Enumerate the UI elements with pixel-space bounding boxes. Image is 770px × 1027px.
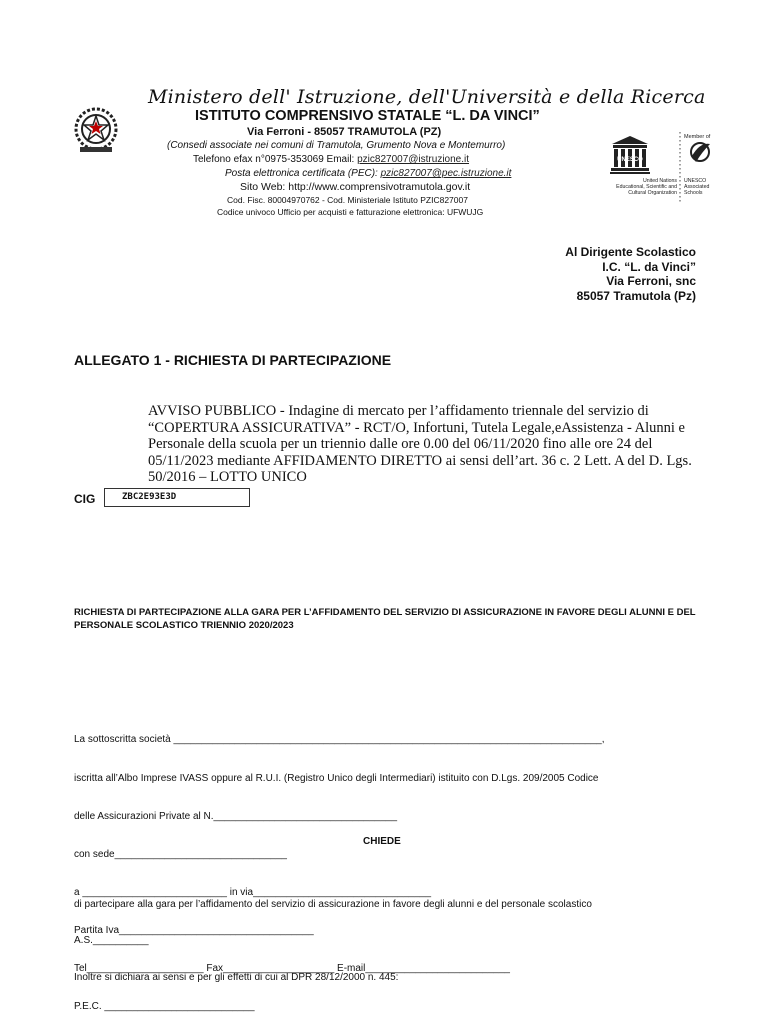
recipient-block <box>565 245 696 303</box>
form-city-street-line[interactable]: a __________________________ in via________________________________ <box>74 886 432 898</box>
pec-link[interactable]: pzic827007@pec.istruzione.it <box>380 168 512 179</box>
recipient-line-4: 85057 Tramutola (Pz) <box>576 288 696 303</box>
fiscal-codes: Cod. Fisc. 80004970762 - Cod. Ministeriale Istituto PZIC827007 <box>227 195 468 205</box>
form-company-line[interactable]: La sottoscritta società _____________________________________________________________________________, <box>74 734 605 746</box>
allegato-title: ALLEGATO 1 - RICHIESTA DI PARTECIPAZIONE <box>74 352 392 368</box>
request-heading: RICHIESTA DI PARTECIPAZIONE ALLA GARA PER L’AFFIDAMENTO DEL SERVIZIO DI ASSICURAZIONE IN FAVORE DEGLI ALUNNI E DEL PERSONALE SCOLASTICO TRIENNIO 2020/2023 <box>74 607 696 631</box>
phone-email-line <box>193 154 469 165</box>
chiede-heading: CHIEDE <box>363 836 401 847</box>
unesco-caption-3: Cultural Organization <box>628 190 677 196</box>
pec-label: Posta elettronica certificata (PEC): <box>225 168 381 179</box>
form-pec-line[interactable]: P.E.C. ___________________________ <box>74 1001 255 1013</box>
closing-line-3: Inoltre si dichiara ai sensi e per gli effetti di cui al DPR 28/12/2000 n. 445: <box>74 972 399 984</box>
unesco-schools-3: Schools <box>684 190 703 196</box>
form-registry-number-line[interactable]: delle Assicurazioni Private al N._________________________________ <box>74 810 398 822</box>
email-link[interactable]: pzic827007@istruzione.it <box>357 154 470 165</box>
pec-line <box>225 168 511 179</box>
form-contacts-line[interactable]: Tel_____________________ Fax____________________ E-mail__________________________ <box>74 963 510 975</box>
unesco-logo <box>592 130 722 205</box>
unesco-caption-1: United Nations <box>642 178 677 184</box>
cig-value: ZBC2E93E3D <box>122 492 177 502</box>
website-line: Sito Web: http://www.comprensivotramutola.gov.it <box>240 181 471 193</box>
ministry-title: Ministero dell' Istruzione, dell'Università e della Ricerca <box>148 86 706 108</box>
consortium-note: (Consedi associate nei comuni di Tramutola, Grumento Nova e Montemurro) <box>167 140 506 151</box>
invoice-code: Codice univoco Ufficio per acquisti e fatturazione elettronica: UFWUJG <box>217 207 484 217</box>
school-name: ISTITUTO COMPRENSIVO STATALE “L. DA VINCI” <box>195 108 540 124</box>
cig-label: CIG <box>74 492 96 506</box>
school-address: Via Ferroni - 85057 TRAMUTOLA (PZ) <box>247 126 442 138</box>
form-registry-line: iscritta all’Albo Imprese IVASS oppure al R.U.I. (Registro Unico degli Intermediari) istituito con D.Lgs. 209/2005 Codice <box>74 772 599 784</box>
closing-line-1: di partecipare alla gara per l’affidamento del servizio di assicurazione in favore degli alunni e del personale scolastico <box>74 898 592 910</box>
unesco-member-of: Member of <box>684 134 711 140</box>
unesco-caption-2: Educational, Scientific and <box>616 184 677 190</box>
avviso-paragraph: AVVISO PUBBLICO - Indagine di mercato per l’affidamento triennale del servizio di “COPERTURA ASSICURATIVA” - RCT/O, Infortuni, Tutela Legale,eAssistenza - Alunni e Personale della scuola per un triennio dalle ore 0.00 del 06/11/2020 fino alle ore 24 del 05/11/2023 mediante AFFIDAMENTO DIRETTO ai sensi dell’art. 36 c. 2 Lett. A del D. Lgs. 50/2016 – LOTTO UNICO <box>148 403 692 485</box>
closing-text <box>74 874 714 997</box>
form-seat-line[interactable]: con sede_______________________________ <box>74 848 287 860</box>
phone-label: Telefono efax n°0975-353069 Email: <box>193 154 358 165</box>
recipient-line-1: Al Dirigente Scolastico <box>565 245 696 259</box>
recipient-line-3: Via Ferroni, snc <box>606 274 696 288</box>
unesco-schools-2: Associated <box>684 184 710 190</box>
republic-emblem <box>72 105 120 157</box>
unesco-word: UNESCO <box>617 157 643 163</box>
form-vat-line[interactable]: Partita Iva___________________________________ <box>74 924 314 936</box>
recipient-line-2: I.C. “L. da Vinci” <box>602 259 696 274</box>
closing-school-year-line[interactable]: A.S.__________ <box>74 935 149 947</box>
unesco-schools-1: UNESCO <box>684 178 707 184</box>
